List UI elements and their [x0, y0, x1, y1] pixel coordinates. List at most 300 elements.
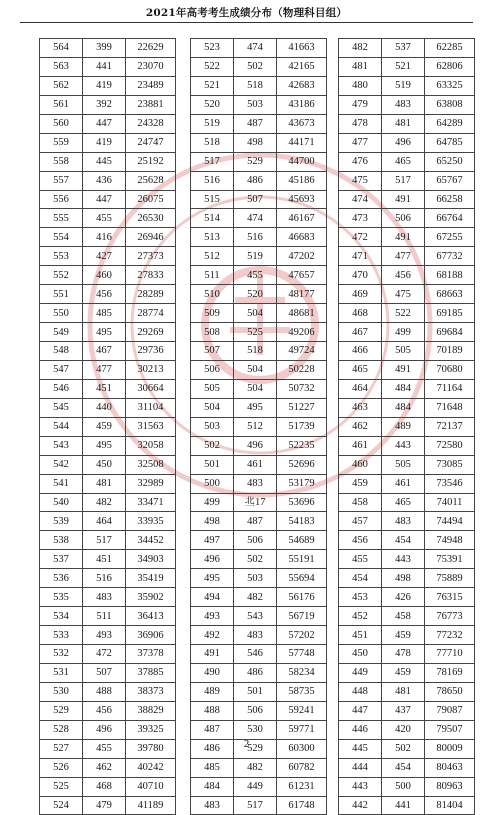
score-cell: 449 [339, 663, 382, 682]
cumulative-cell: 57748 [277, 645, 327, 664]
table-row [191, 114, 327, 133]
count-cell: 498 [234, 133, 277, 152]
table-row [40, 550, 176, 569]
score-cell: 472 [339, 228, 382, 247]
score-cell: 445 [339, 739, 382, 758]
score-cell: 457 [339, 512, 382, 531]
score-cell: 518 [191, 133, 234, 152]
cumulative-cell: 78169 [425, 663, 475, 682]
table-row [40, 455, 176, 474]
score-cell: 522 [191, 57, 234, 76]
table-row [40, 607, 176, 626]
score-cell: 540 [40, 493, 83, 512]
cumulative-cell: 35902 [126, 588, 176, 607]
count-cell: 530 [234, 720, 277, 739]
table-row [191, 796, 327, 815]
score-cell: 469 [339, 285, 382, 304]
score-cell: 525 [40, 777, 83, 796]
count-cell: 518 [234, 76, 277, 95]
table-row [339, 777, 475, 796]
cumulative-cell: 31563 [126, 417, 176, 436]
cumulative-cell: 74494 [425, 512, 475, 531]
table-row [191, 285, 327, 304]
count-cell: 426 [382, 588, 425, 607]
page-number: 2 [243, 738, 250, 750]
score-cell: 521 [191, 76, 234, 95]
count-cell: 486 [234, 663, 277, 682]
cumulative-cell: 55191 [277, 550, 327, 569]
count-cell: 450 [83, 455, 126, 474]
table-row [191, 342, 327, 361]
score-cell: 492 [191, 626, 234, 645]
count-cell: 484 [382, 398, 425, 417]
cumulative-cell: 33471 [126, 493, 176, 512]
cumulative-cell: 76315 [425, 588, 475, 607]
cumulative-cell: 46167 [277, 209, 327, 228]
cumulative-cell: 30664 [126, 379, 176, 398]
count-cell: 481 [382, 114, 425, 133]
cumulative-cell: 54689 [277, 531, 327, 550]
count-cell: 482 [83, 493, 126, 512]
count-cell: 468 [83, 777, 126, 796]
cumulative-cell: 39780 [126, 739, 176, 758]
score-cell: 537 [40, 550, 83, 569]
count-cell: 491 [382, 190, 425, 209]
count-cell: 529 [234, 739, 277, 758]
cumulative-cell: 64289 [425, 114, 475, 133]
cumulative-cell: 63808 [425, 95, 475, 114]
cumulative-cell: 70189 [425, 342, 475, 361]
count-cell: 502 [234, 550, 277, 569]
count-cell: 461 [234, 455, 277, 474]
count-cell: 511 [83, 607, 126, 626]
score-cell: 553 [40, 247, 83, 266]
count-cell: 447 [83, 190, 126, 209]
table-row [191, 133, 327, 152]
count-cell: 496 [382, 133, 425, 152]
score-cell: 463 [339, 398, 382, 417]
score-cell: 500 [191, 474, 234, 493]
cumulative-cell: 69684 [425, 323, 475, 342]
table-row [191, 550, 327, 569]
cumulative-cell: 62285 [425, 39, 475, 58]
table-row [339, 266, 475, 285]
count-cell: 516 [83, 569, 126, 588]
cumulative-cell: 24747 [126, 133, 176, 152]
count-cell: 483 [234, 474, 277, 493]
header-divider [20, 22, 473, 23]
cumulative-cell: 63325 [425, 76, 475, 95]
table-row [40, 569, 176, 588]
score-cell: 489 [191, 682, 234, 701]
score-cell: 564 [40, 39, 83, 58]
table-row [40, 398, 176, 417]
table-row [191, 607, 327, 626]
score-cell: 508 [191, 323, 234, 342]
table-row [40, 777, 176, 796]
cumulative-cell: 81404 [425, 796, 475, 815]
score-cell: 487 [191, 720, 234, 739]
cumulative-cell: 80463 [425, 758, 475, 777]
table-row [339, 95, 475, 114]
cumulative-cell: 52235 [277, 436, 327, 455]
table-row [339, 76, 475, 95]
score-cell: 480 [339, 76, 382, 95]
table-row [339, 663, 475, 682]
cumulative-cell: 44700 [277, 152, 327, 171]
table-row [339, 114, 475, 133]
cumulative-cell: 32508 [126, 455, 176, 474]
table-row [40, 209, 176, 228]
score-cell: 528 [40, 720, 83, 739]
count-cell: 454 [382, 531, 425, 550]
count-cell: 458 [382, 607, 425, 626]
cumulative-cell: 72137 [425, 417, 475, 436]
count-cell: 487 [234, 512, 277, 531]
score-cell: 454 [339, 569, 382, 588]
cumulative-cell: 57202 [277, 626, 327, 645]
cumulative-cell: 47202 [277, 247, 327, 266]
cumulative-cell: 68663 [425, 285, 475, 304]
table-row [339, 39, 475, 58]
cumulative-cell: 65250 [425, 152, 475, 171]
table-row [191, 247, 327, 266]
score-cell: 503 [191, 417, 234, 436]
count-cell: 504 [234, 360, 277, 379]
table-row [40, 645, 176, 664]
cumulative-cell: 24328 [126, 114, 176, 133]
score-cell: 477 [339, 133, 382, 152]
cumulative-cell: 47657 [277, 266, 327, 285]
score-table-3 [338, 38, 475, 815]
table-row [40, 626, 176, 645]
cumulative-cell: 71164 [425, 379, 475, 398]
count-cell: 441 [382, 796, 425, 815]
table-row [339, 512, 475, 531]
count-cell: 482 [234, 758, 277, 777]
cumulative-cell: 75391 [425, 550, 475, 569]
count-cell: 504 [234, 304, 277, 323]
cumulative-cell: 38829 [126, 701, 176, 720]
cumulative-cell: 61748 [277, 796, 327, 815]
cumulative-cell: 37378 [126, 645, 176, 664]
table-row [40, 39, 176, 58]
count-cell: 447 [83, 114, 126, 133]
count-cell: 481 [83, 474, 126, 493]
table-row [339, 474, 475, 493]
score-cell: 514 [191, 209, 234, 228]
score-cell: 535 [40, 588, 83, 607]
count-cell: 546 [234, 645, 277, 664]
score-cell: 524 [40, 796, 83, 815]
table-row [339, 133, 475, 152]
count-cell: 486 [234, 171, 277, 190]
count-cell: 491 [382, 360, 425, 379]
table-row [191, 512, 327, 531]
score-cell: 545 [40, 398, 83, 417]
table-row [191, 304, 327, 323]
cumulative-cell: 46683 [277, 228, 327, 247]
table-row [339, 209, 475, 228]
table-row [40, 171, 176, 190]
table-row [191, 626, 327, 645]
score-cell: 464 [339, 379, 382, 398]
count-cell: 516 [234, 228, 277, 247]
count-cell: 506 [382, 209, 425, 228]
cumulative-cell: 80009 [425, 739, 475, 758]
cumulative-cell: 29269 [126, 323, 176, 342]
table-row [191, 95, 327, 114]
score-cell: 530 [40, 682, 83, 701]
cumulative-cell: 68188 [425, 266, 475, 285]
count-cell: 477 [83, 360, 126, 379]
score-cell: 470 [339, 266, 382, 285]
table-row [339, 455, 475, 474]
count-cell: 445 [83, 152, 126, 171]
count-cell: 491 [382, 228, 425, 247]
count-cell: 460 [83, 266, 126, 285]
table-row [40, 266, 176, 285]
table-row [40, 190, 176, 209]
score-cell: 467 [339, 323, 382, 342]
score-cell: 519 [191, 114, 234, 133]
score-table-1 [39, 38, 176, 815]
cumulative-cell: 62806 [425, 57, 475, 76]
count-cell: 496 [234, 436, 277, 455]
count-cell: 464 [83, 512, 126, 531]
score-cell: 497 [191, 531, 234, 550]
cumulative-cell: 60782 [277, 758, 327, 777]
table-row [191, 758, 327, 777]
score-cell: 444 [339, 758, 382, 777]
count-cell: 495 [83, 436, 126, 455]
score-cell: 504 [191, 398, 234, 417]
cumulative-cell: 65767 [425, 171, 475, 190]
table-row [339, 190, 475, 209]
count-cell: 501 [234, 682, 277, 701]
table-row [40, 796, 176, 815]
count-cell: 521 [382, 57, 425, 76]
table-row [191, 398, 327, 417]
count-cell: 520 [234, 285, 277, 304]
score-cell: 447 [339, 701, 382, 720]
score-cell: 499 [191, 493, 234, 512]
score-cell: 561 [40, 95, 83, 114]
count-cell: 459 [382, 663, 425, 682]
count-cell: 475 [382, 285, 425, 304]
count-cell: 483 [382, 512, 425, 531]
count-cell: 487 [234, 114, 277, 133]
score-cell: 541 [40, 474, 83, 493]
table-row [40, 720, 176, 739]
cumulative-cell: 77710 [425, 645, 475, 664]
cumulative-cell: 69185 [425, 304, 475, 323]
score-cell: 520 [191, 95, 234, 114]
table-row [339, 758, 475, 777]
score-cell: 562 [40, 76, 83, 95]
count-cell: 441 [83, 57, 126, 76]
score-cell: 498 [191, 512, 234, 531]
score-cell: 490 [191, 663, 234, 682]
score-cell: 485 [191, 758, 234, 777]
score-cell: 459 [339, 474, 382, 493]
score-cell: 506 [191, 360, 234, 379]
table-row [339, 247, 475, 266]
cumulative-cell: 50732 [277, 379, 327, 398]
cumulative-cell: 51227 [277, 398, 327, 417]
cumulative-cell: 42165 [277, 57, 327, 76]
score-cell: 462 [339, 417, 382, 436]
score-cell: 526 [40, 758, 83, 777]
table-row [191, 720, 327, 739]
count-cell: 503 [234, 95, 277, 114]
table-row [191, 76, 327, 95]
cumulative-cell: 43673 [277, 114, 327, 133]
table-row [40, 228, 176, 247]
score-cell: 509 [191, 304, 234, 323]
table-row [40, 57, 176, 76]
table-row [339, 57, 475, 76]
score-cell: 481 [339, 57, 382, 76]
table-row [40, 663, 176, 682]
count-cell: 502 [234, 57, 277, 76]
score-cell: 493 [191, 607, 234, 626]
score-cell: 452 [339, 607, 382, 626]
cumulative-cell: 34903 [126, 550, 176, 569]
score-cell: 554 [40, 228, 83, 247]
table-row [40, 247, 176, 266]
cumulative-cell: 67255 [425, 228, 475, 247]
table-row [339, 285, 475, 304]
score-cell: 442 [339, 796, 382, 815]
table-row [339, 436, 475, 455]
count-cell: 427 [83, 247, 126, 266]
cumulative-cell: 49724 [277, 342, 327, 361]
cumulative-cell: 77232 [425, 626, 475, 645]
count-cell: 503 [234, 569, 277, 588]
cumulative-cell: 33935 [126, 512, 176, 531]
table-row [191, 531, 327, 550]
cumulative-cell: 76773 [425, 607, 475, 626]
table-row [191, 455, 327, 474]
score-cell: 488 [191, 701, 234, 720]
score-cell: 507 [191, 342, 234, 361]
score-cell: 548 [40, 342, 83, 361]
cumulative-cell: 34452 [126, 531, 176, 550]
cumulative-cell: 58735 [277, 682, 327, 701]
table-row [191, 645, 327, 664]
cumulative-cell: 80963 [425, 777, 475, 796]
count-cell: 456 [83, 285, 126, 304]
score-cell: 450 [339, 645, 382, 664]
score-cell: 461 [339, 436, 382, 455]
table-row [339, 531, 475, 550]
score-cell: 510 [191, 285, 234, 304]
cumulative-cell: 40242 [126, 758, 176, 777]
count-cell: 419 [83, 133, 126, 152]
count-cell: 496 [83, 720, 126, 739]
score-cell: 547 [40, 360, 83, 379]
table-row [40, 76, 176, 95]
cumulative-cell: 25628 [126, 171, 176, 190]
count-cell: 420 [382, 720, 425, 739]
count-cell: 455 [83, 739, 126, 758]
table-row [339, 228, 475, 247]
cumulative-cell: 41663 [277, 39, 327, 58]
count-cell: 498 [382, 569, 425, 588]
table-row [40, 758, 176, 777]
table-row [339, 398, 475, 417]
count-cell: 474 [234, 39, 277, 58]
count-cell: 517 [234, 796, 277, 815]
cumulative-cell: 40710 [126, 777, 176, 796]
score-cell: 465 [339, 360, 382, 379]
table-row [339, 720, 475, 739]
count-cell: 479 [83, 796, 126, 815]
cumulative-cell: 74011 [425, 493, 475, 512]
score-cell: 563 [40, 57, 83, 76]
score-cell: 551 [40, 285, 83, 304]
score-cell: 549 [40, 323, 83, 342]
table-row [191, 379, 327, 398]
cumulative-cell: 25192 [126, 152, 176, 171]
table-row [339, 342, 475, 361]
table-row [339, 607, 475, 626]
count-cell: 518 [234, 342, 277, 361]
cumulative-cell: 37885 [126, 663, 176, 682]
score-cell: 552 [40, 266, 83, 285]
table-row [191, 323, 327, 342]
count-cell: 451 [83, 379, 126, 398]
table-row [40, 152, 176, 171]
table-row [339, 360, 475, 379]
table-row [191, 39, 327, 58]
table-row [191, 209, 327, 228]
table-row [191, 57, 327, 76]
table-row [40, 360, 176, 379]
cumulative-cell: 35419 [126, 569, 176, 588]
score-cell: 512 [191, 247, 234, 266]
table-row [191, 588, 327, 607]
count-cell: 506 [234, 701, 277, 720]
score-cell: 555 [40, 209, 83, 228]
count-cell: 456 [382, 266, 425, 285]
count-cell: 451 [83, 550, 126, 569]
score-cell: 538 [40, 531, 83, 550]
table-row [40, 474, 176, 493]
cumulative-cell: 30213 [126, 360, 176, 379]
table-row [191, 360, 327, 379]
count-cell: 454 [382, 758, 425, 777]
table-row [339, 417, 475, 436]
count-cell: 丠17 [234, 493, 277, 512]
cumulative-cell: 27833 [126, 266, 176, 285]
count-cell: 484 [382, 379, 425, 398]
table-row [191, 417, 327, 436]
count-cell: 443 [382, 436, 425, 455]
cumulative-cell: 48177 [277, 285, 327, 304]
count-cell: 483 [83, 588, 126, 607]
score-cell: 513 [191, 228, 234, 247]
count-cell: 517 [382, 171, 425, 190]
score-cell: 484 [191, 777, 234, 796]
score-cell: 550 [40, 304, 83, 323]
cumulative-cell: 55694 [277, 569, 327, 588]
count-cell: 519 [382, 76, 425, 95]
count-cell: 459 [382, 626, 425, 645]
score-cell: 479 [339, 95, 382, 114]
score-cell: 516 [191, 171, 234, 190]
